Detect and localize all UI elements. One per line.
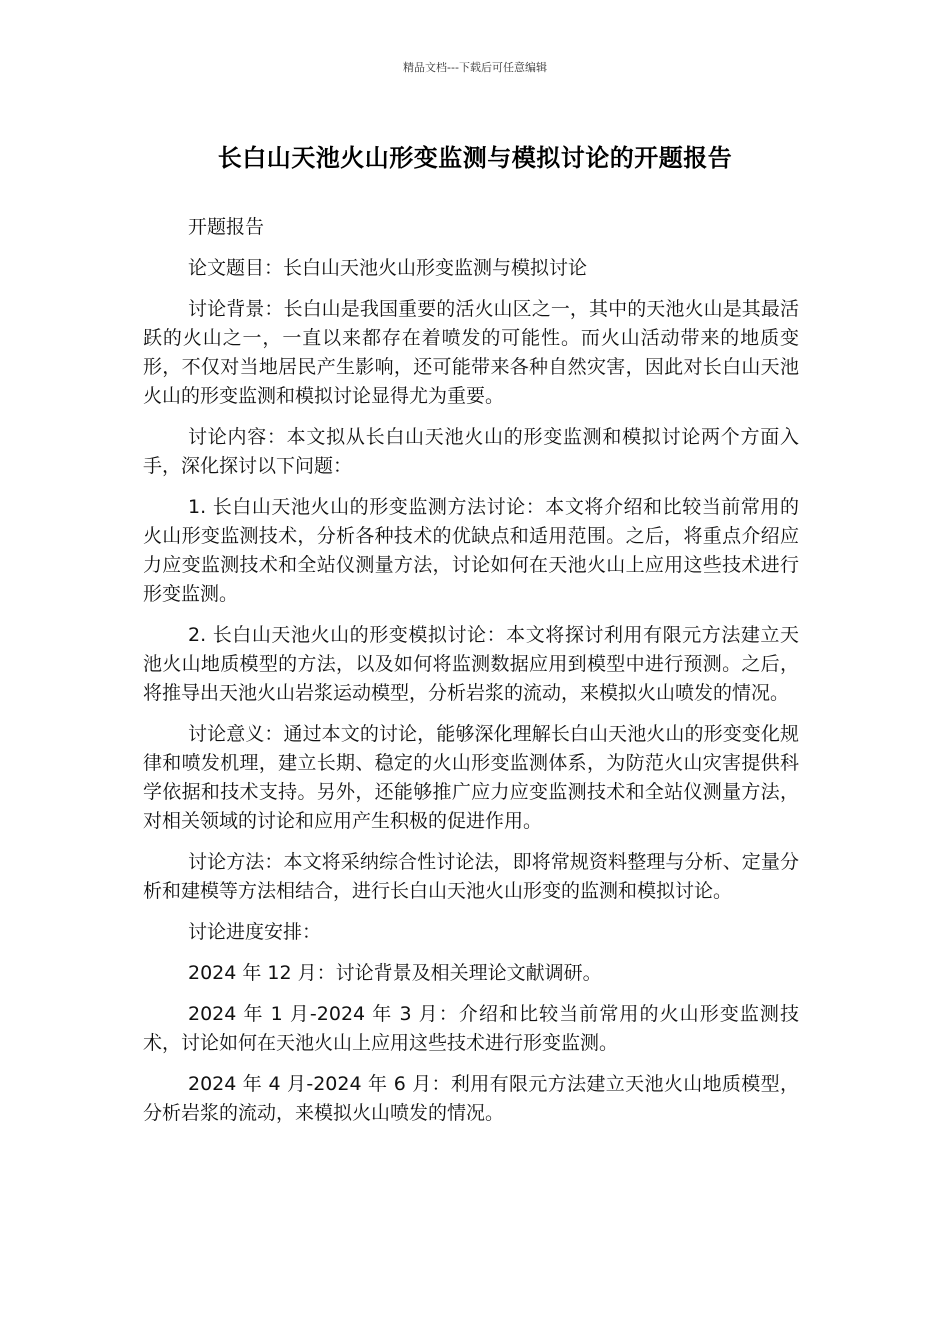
paragraph-schedule-1: 2024 年 12 月：讨论背景及相关理论文献调研。	[188, 962, 602, 984]
paragraph-item-1: 1. 长白山天池火山的形变监测方法讨论：本文将介绍和比较当前常用的火山形变监测技术，分析各种技术的优缺点和适用范围。之后，将重点介绍应力应变监测技术和全站仪测量方法，讨论如何在天池火山上应用这些技术进行形变监测。	[143, 496, 799, 605]
paragraph-background: 讨论背景：长白山是我国重要的活火山区之一，其中的天池火山是其最活跃的火山之一，一直以来都存在着喷发的可能性。而火山活动带来的地质变形，不仅对当地居民产生影响，还可能带来各种自然灾害，因此对长白山天池火山的形变监测和模拟讨论显得尤为重要。	[143, 298, 799, 407]
paragraph-content: 讨论内容：本文拟从长白山天池火山的形变监测和模拟讨论两个方面入手，深化探讨以下问题：	[143, 426, 799, 477]
document-title: 长白山天池火山形变监测与模拟讨论的开题报告	[217, 144, 733, 172]
paragraph-significance: 讨论意义：通过本文的讨论，能够深化理解长白山天池火山的形变变化规律和喷发机理，建立长期、稳定的火山形变监测体系，为防范火山灾害提供科学依据和技术支持。另外，还能够推广应力应变监测技术和全站仪测量方法，对相关领域的讨论和应用产生积极的促进作用。	[143, 723, 799, 832]
paragraph-schedule-3: 2024 年 4 月-2024 年 6 月：利用有限元方法建立天池火山地质模型，分析岩浆的流动，来模拟火山喷发的情况。	[143, 1073, 799, 1124]
paragraph-schedule-2: 2024 年 1 月-2024 年 3 月：介绍和比较当前常用的火山形变监测技术，讨论如何在天池火山上应用这些技术进行形变监测。	[143, 1003, 799, 1054]
paragraph-method: 讨论方法：本文将采纳综合性讨论法，即将常规资料整理与分析、定量分析和建模等方法相结合，进行长白山天池火山形变的监测和模拟讨论。	[143, 851, 799, 902]
header-note: 精品文档---下载后可任意编辑	[403, 61, 547, 74]
paragraph-item-2: 2. 长白山天池火山的形变模拟讨论：本文将探讨利用有限元方法建立天池火山地质模型的方法，以及如何将监测数据应用到模型中进行预测。之后，将推导出天池火山岩浆运动模型，分析岩浆的流动，来模拟火山喷发的情况。	[143, 624, 799, 704]
paragraph-schedule-heading: 讨论进度安排：	[188, 921, 322, 943]
paragraph-report-label: 开题报告	[188, 216, 265, 238]
document-body	[143, 213, 799, 1140]
paragraph-thesis-title: 论文题目：长白山天池火山形变监测与模拟讨论	[188, 257, 588, 279]
